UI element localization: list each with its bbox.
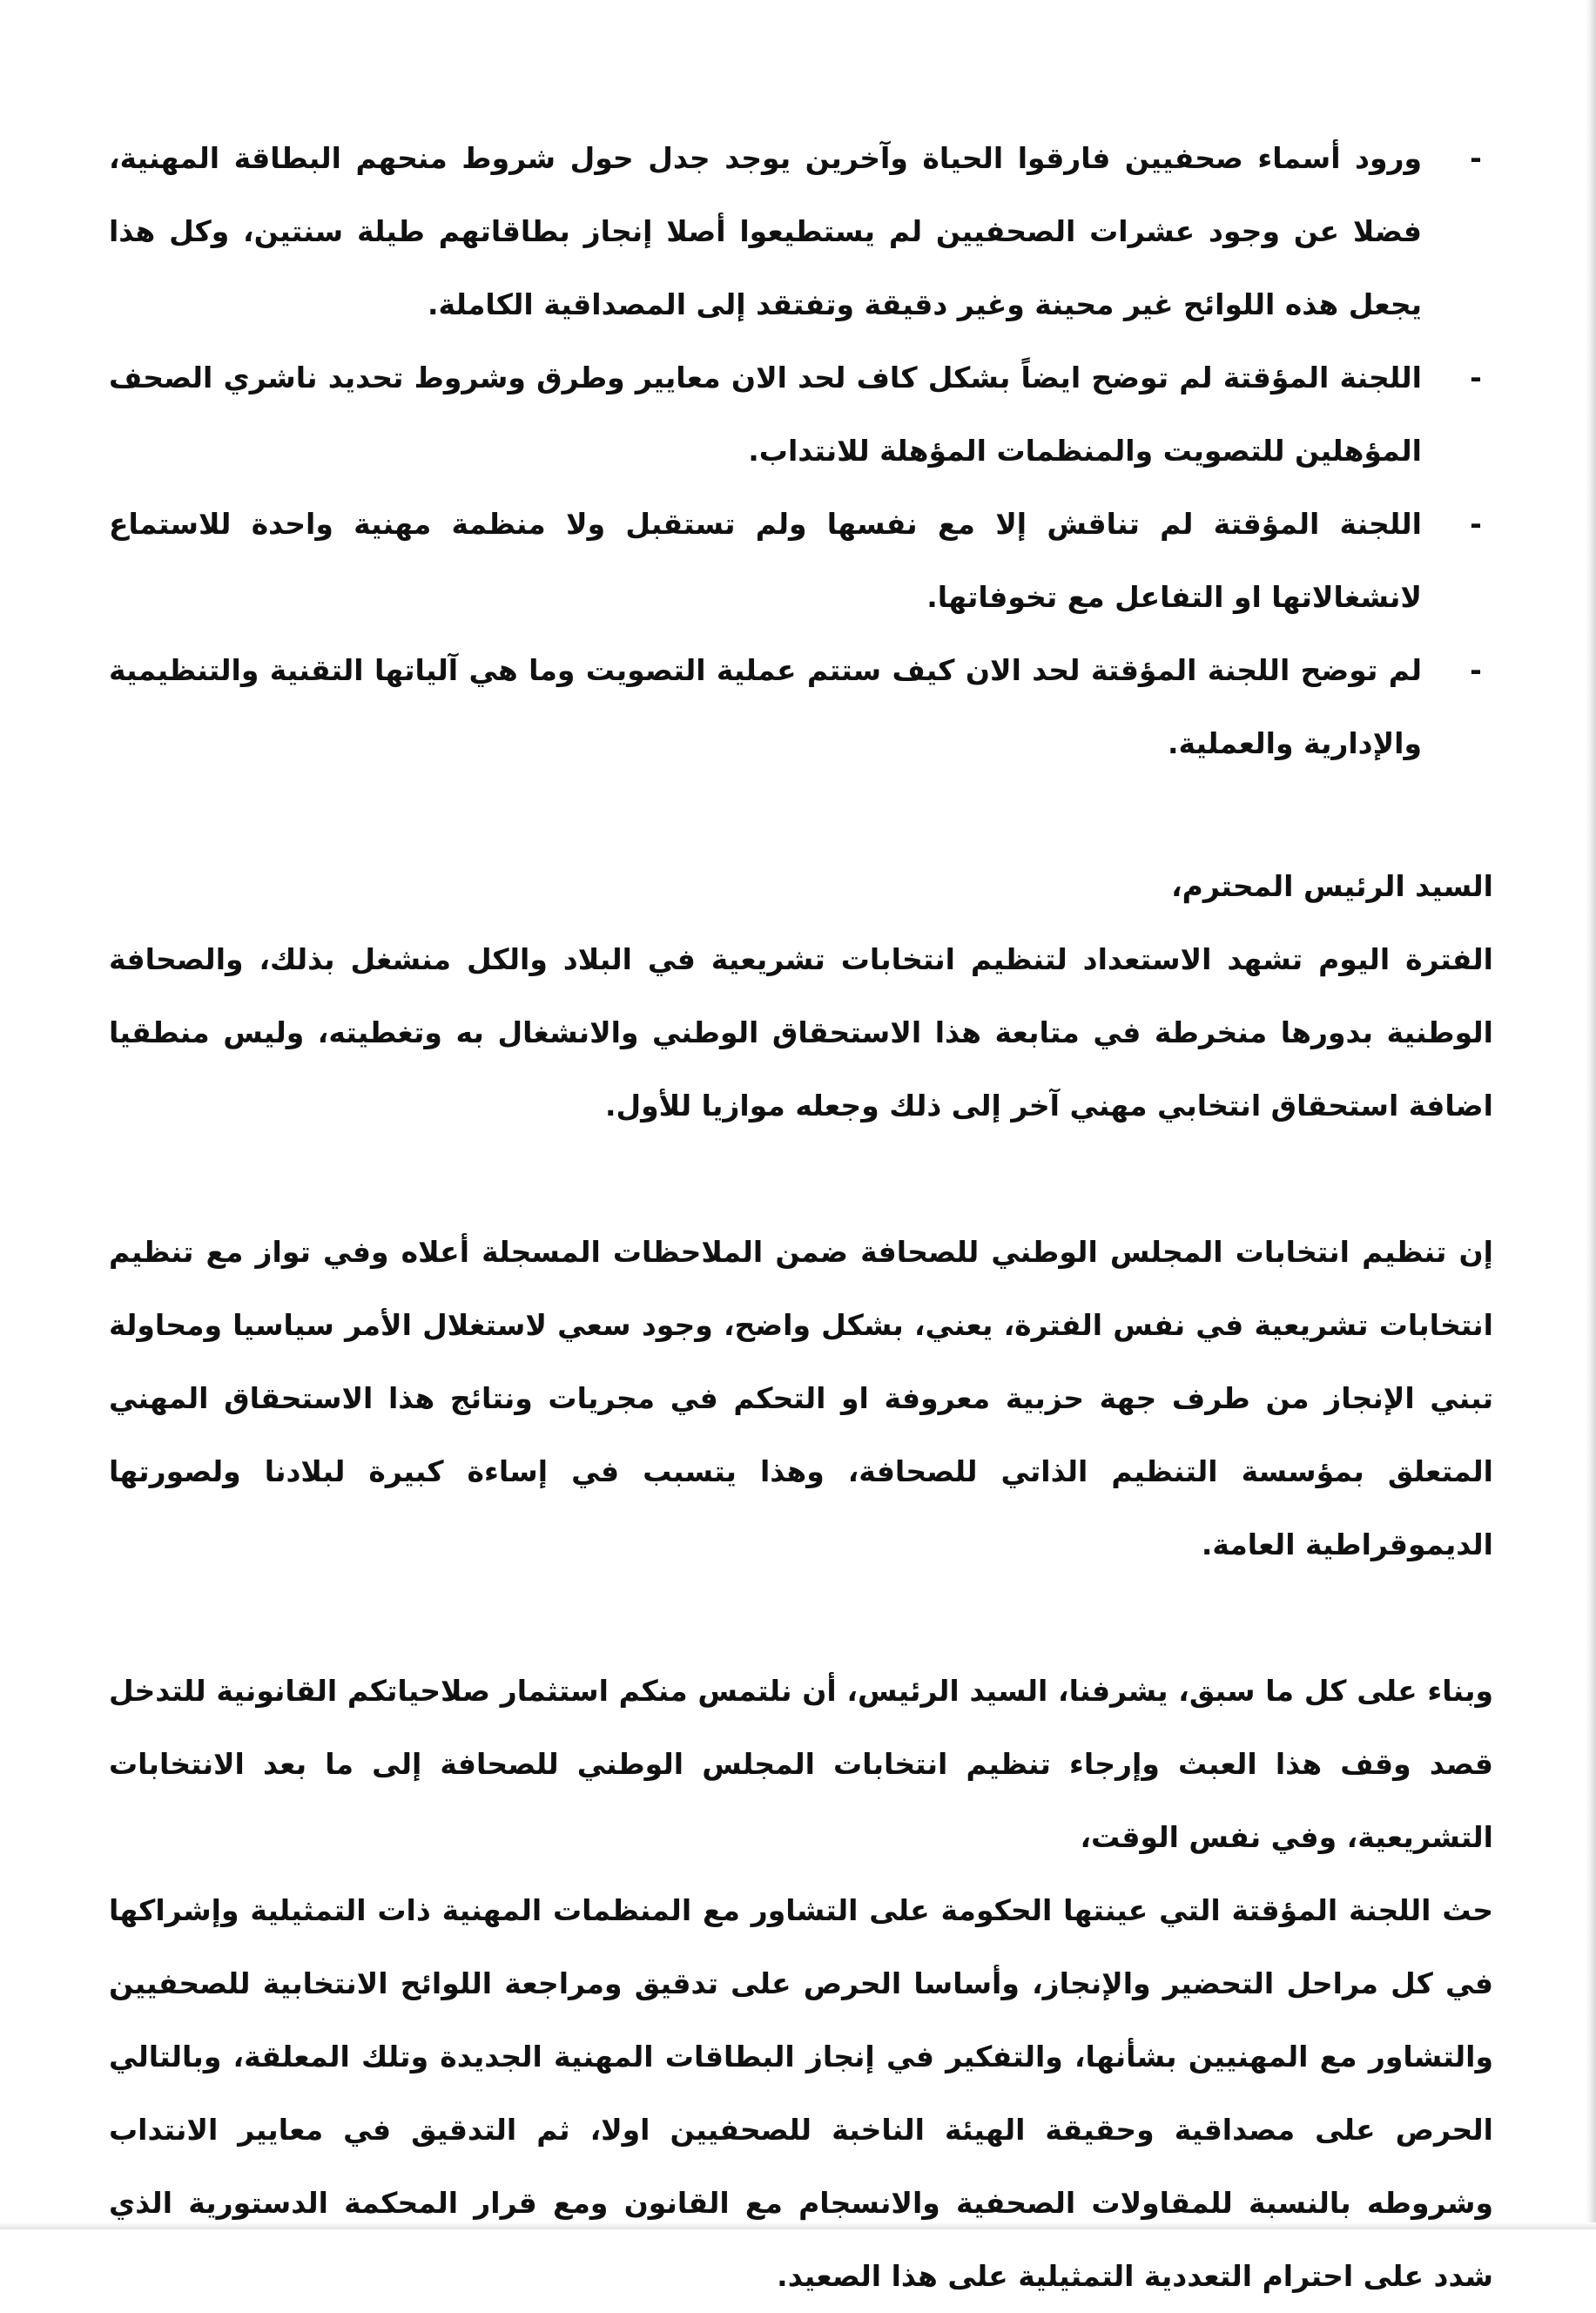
list-item-text: اللجنة المؤقتة لم تناقش إلا مع نفسها ولم تستقبل ولا منظمة مهنية واحدة للاستماع لانشغالاتها او التفاعل مع تخوفاتها. [109, 507, 1422, 614]
list-item [109, 634, 1493, 780]
bullet-dash: - [1470, 141, 1482, 175]
bullet-dash: - [1470, 507, 1482, 541]
bullet-dash: - [1470, 361, 1482, 394]
list-item-text: ورود أسماء صحفيين فارقوا الحياة وآخرين يوجد جدل حول شروط منحهم البطاقة المهنية، فضلا عن وجود عشرات الصحفيين لم يستطيعوا أصلا إنجاز بطاقاتهم طيلة سنتين، وكل هذا يجعل هذه اللوائح غير محينة وغير دقيقة وتفتقد إلى المصداقية الكاملة. [109, 141, 1422, 321]
paragraph-election-period: الفترة اليوم تشهد الاستعداد لتنظيم انتخابات تشريعية في البلاد والكل منشغل بذلك، والصحافة الوطنية بدورها منخرطة في متابعة هذا الاستحقاق الوطني والانشغال به وتغطيته، وليس منطقيا اضافة استحقاق انتخابي مهني آخر إلى ذلك وجعله موازيا للأول. [109, 942, 1493, 1123]
spacer [109, 1581, 1493, 1655]
paragraph-council-elections: إن تنظيم انتخابات المجلس الوطني للصحافة ضمن الملاحظات المسجلة أعلاه وفي تواز مع تنظيم انتخابات تشريعية في نفس الفترة، يعني، بشكل واضح، وجود سعي لاستغلال الأمر سياسيا ومحاولة تبني الإنجاز من طرف جهة حزبية معروفة او التحكم في مجريات ونتائج هذا الاستحقاق المهني المتعلق بمؤسسة التنظيم الذاتي للصحافة، وهذا يتسبب في إساءة كبيرة لبلادنا ولصورتها الديموقراطية العامة. [109, 1235, 1493, 1561]
bullet-dash: - [1470, 653, 1482, 687]
list-item [109, 122, 1493, 341]
spacer [109, 780, 1493, 850]
salutation-heading: السيد الرئيس المحترم، [1171, 869, 1493, 903]
page-edge-shadow [1586, 0, 1596, 2229]
paragraph-consultation: حث اللجنة المؤقتة التي عينتها الحكومة على التشاور مع المنظمات المهنية ذات التمثيلية وإشراكها في كل مراحل التحضير والإنجاز، وأساسا الحرص على تدقيق ومراجعة اللوائح الانتخابية للصحفيين والتشاور مع المهنيين بشأنها، والتفكير في إنجاز البطاقات المهنية الجديدة وتلك المعلقة، وبالتالي الحرص على مصداقية وحقيقة الهيئة الناخبة للصحفيين اولا، ثم التدقيق في معايير الانتداب وشروطه بالنسبة للمقاولات الصحفية والانسجام مع القانون ومع قرار المحكمة الدستورية الذي شدد على احترام التعددية التمثيلية على هذا الصعيد. [109, 1893, 1493, 2293]
list-item [109, 341, 1493, 488]
observations-list [109, 122, 1493, 780]
list-item-text: اللجنة المؤقتة لم توضح ايضاً بشكل كاف لحد الان معايير وطرق وشروط تحديد ناشري الصحف المؤهلين للتصويت والمنظمات المؤهلة للانتداب. [109, 361, 1422, 468]
list-item-text: لم توضح اللجنة المؤقتة لحد الان كيف ستتم عملية التصويت وما هي آلياتها التقنية والتنظيمية والإدارية والعملية. [109, 653, 1422, 760]
list-item [109, 488, 1493, 634]
paragraph-request: وبناء على كل ما سبق، يشرفنا، السيد الرئيس، أن نلتمس منكم استثمار صلاحياتكم القانونية للتدخل قصد وقف هذا العبث وإرجاء تنظيم انتخابات المجلس الوطني للصحافة إلى ما بعد الانتخابات التشريعية، وفي نفس الوقت، [109, 1674, 1493, 1854]
document-page [109, 122, 1493, 2313]
spacer [109, 1143, 1493, 1216]
